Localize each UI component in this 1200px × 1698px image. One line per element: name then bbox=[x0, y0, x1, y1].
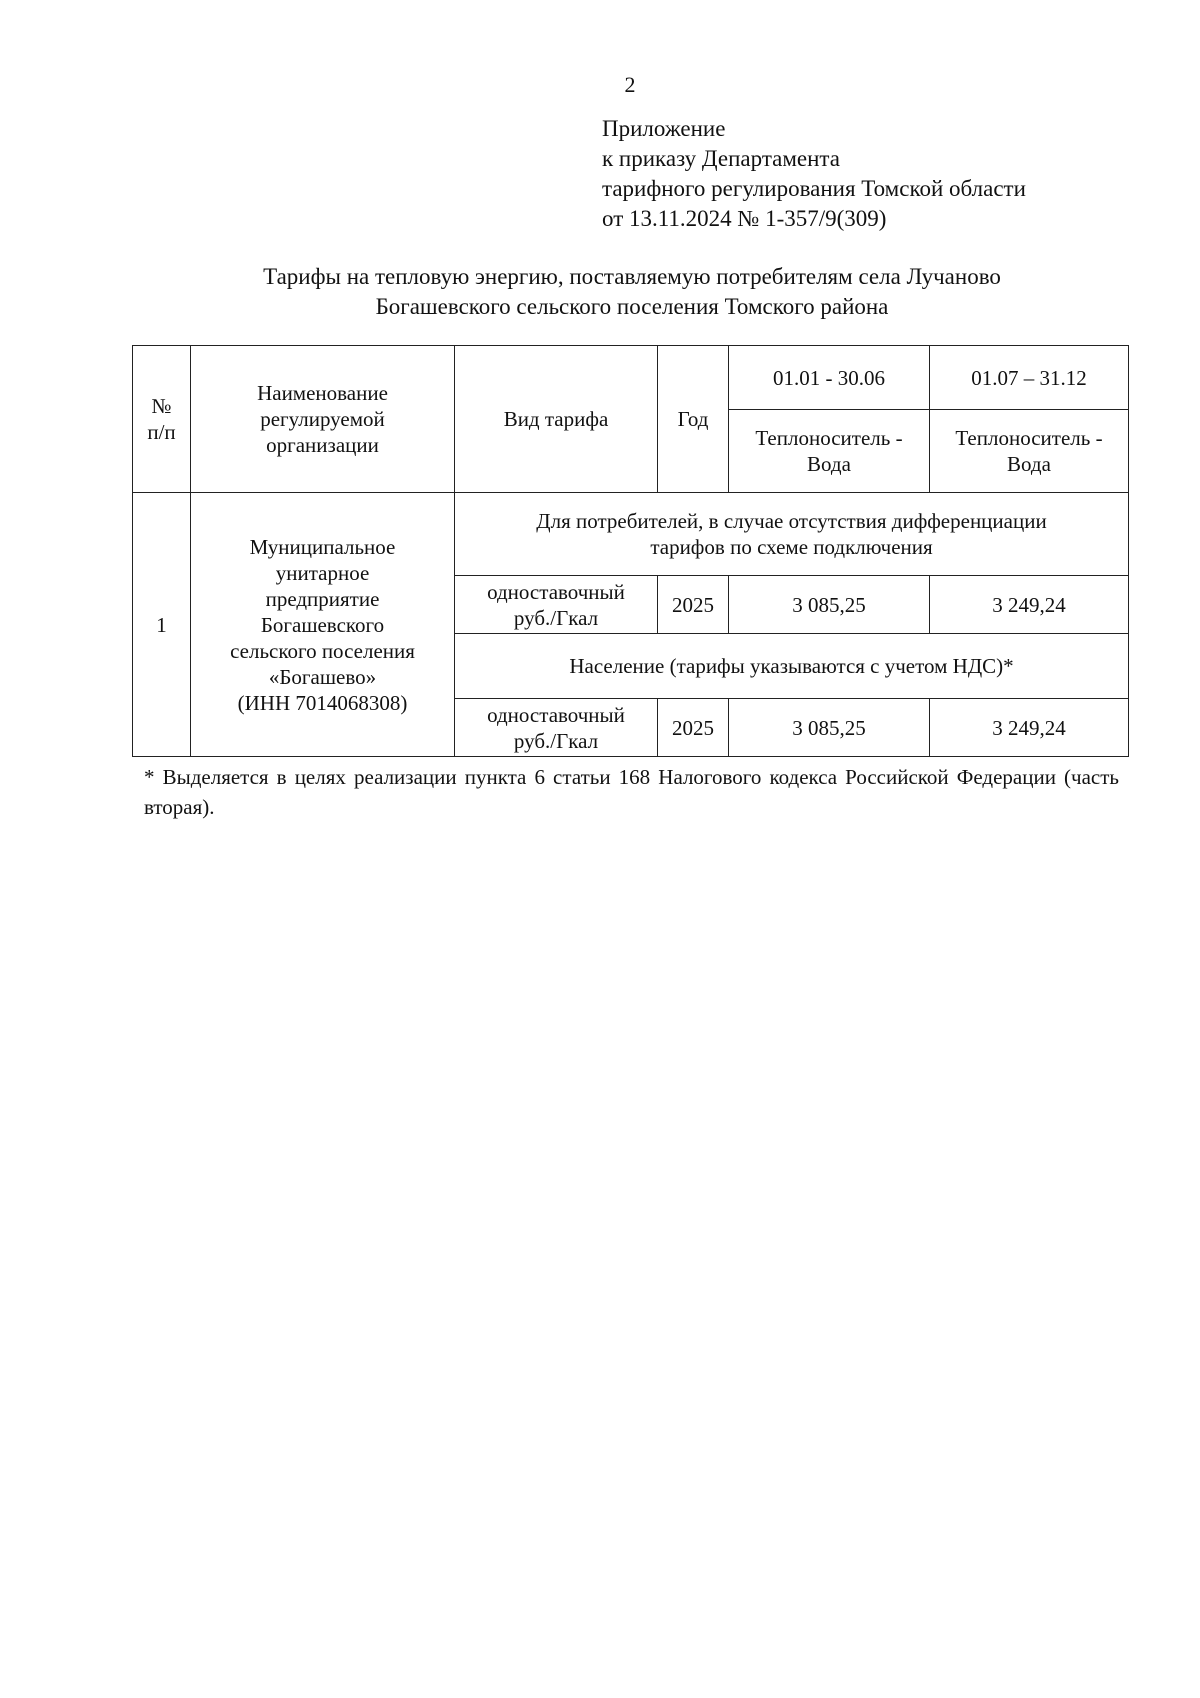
row-num: 1 bbox=[133, 493, 191, 757]
header-org bbox=[191, 346, 455, 493]
appendix-line: Приложение bbox=[602, 116, 726, 141]
document-title bbox=[132, 262, 1132, 322]
header-period1: 01.01 - 30.06 bbox=[729, 346, 930, 410]
header-carrier1 bbox=[729, 410, 930, 493]
group1-value1: 3 085,25 bbox=[729, 576, 930, 634]
org-line: предприятие bbox=[265, 586, 380, 611]
appendix-line: к приказу Департамента bbox=[602, 146, 840, 171]
header-carrier2-line2: Вода bbox=[1007, 452, 1051, 476]
group1-label-line: тарифов по схеме подключения bbox=[650, 535, 933, 559]
group2-tariff-kind bbox=[455, 699, 658, 757]
header-carrier2 bbox=[930, 410, 1129, 493]
group1-tariff-kind bbox=[455, 576, 658, 634]
appendix-block bbox=[602, 114, 1026, 234]
group1-label bbox=[455, 493, 1129, 576]
appendix-line: от 13.11.2024 № 1-357/9(309) bbox=[602, 206, 887, 231]
header-org-line: организации bbox=[266, 433, 379, 457]
title-line: Богашевского сельского поселения Томского района bbox=[375, 294, 889, 319]
group1-year: 2025 bbox=[658, 576, 729, 634]
header-period2: 01.07 – 31.12 bbox=[930, 346, 1129, 410]
tariff-kind-line: одноставочный bbox=[487, 702, 625, 727]
tariff-table bbox=[132, 345, 1129, 757]
group2-value2: 3 249,24 bbox=[930, 699, 1129, 757]
header-year: Год bbox=[658, 346, 729, 493]
header-num-line1: № bbox=[151, 394, 172, 418]
tariff-kind-line: руб./Гкал bbox=[513, 605, 599, 630]
group2-year: 2025 bbox=[658, 699, 729, 757]
org-line: «Богашево» bbox=[268, 664, 377, 689]
header-num bbox=[133, 346, 191, 493]
footnote: * Выделяется в целях реализации пункта 6 статьи 168 Налогового кодекса Российской Федерации (часть вторая). bbox=[144, 765, 1119, 819]
row-org bbox=[191, 493, 455, 757]
appendix-line: тарифного регулирования Томской области bbox=[602, 176, 1026, 201]
header-num-line2: п/п bbox=[147, 420, 176, 444]
tariff-kind-line: руб./Гкал bbox=[513, 728, 599, 753]
table-row bbox=[133, 493, 1129, 576]
title-line: Тарифы на тепловую энергию, поставляемую потребителям села Лучаново bbox=[263, 264, 1001, 289]
header-carrier2-line1: Теплоноситель - bbox=[955, 426, 1103, 450]
group1-label-line: Для потребителей, в случае отсутствия дифференциации bbox=[536, 509, 1047, 533]
page-number: 2 bbox=[624, 72, 636, 97]
tariff-kind-line: одноставочный bbox=[487, 579, 625, 604]
org-line: Богашевского bbox=[260, 612, 385, 637]
org-line: сельского поселения bbox=[230, 638, 415, 663]
group1-value2: 3 249,24 bbox=[930, 576, 1129, 634]
header-carrier1-line1: Теплоноситель - bbox=[755, 426, 903, 450]
group2-value1: 3 085,25 bbox=[729, 699, 930, 757]
table-header-row bbox=[133, 346, 1129, 410]
org-line: Муниципальное bbox=[249, 534, 396, 559]
header-tariff-kind: Вид тарифа bbox=[455, 346, 658, 493]
header-org-line: Наименование bbox=[257, 381, 388, 405]
header-org-line: регулируемой bbox=[260, 407, 385, 431]
header-carrier1-line2: Вода bbox=[807, 452, 851, 476]
org-line: (ИНН 7014068308) bbox=[237, 690, 408, 715]
org-line: унитарное bbox=[275, 560, 370, 585]
group2-label: Население (тарифы указываются с учетом НДС)* bbox=[455, 634, 1129, 699]
